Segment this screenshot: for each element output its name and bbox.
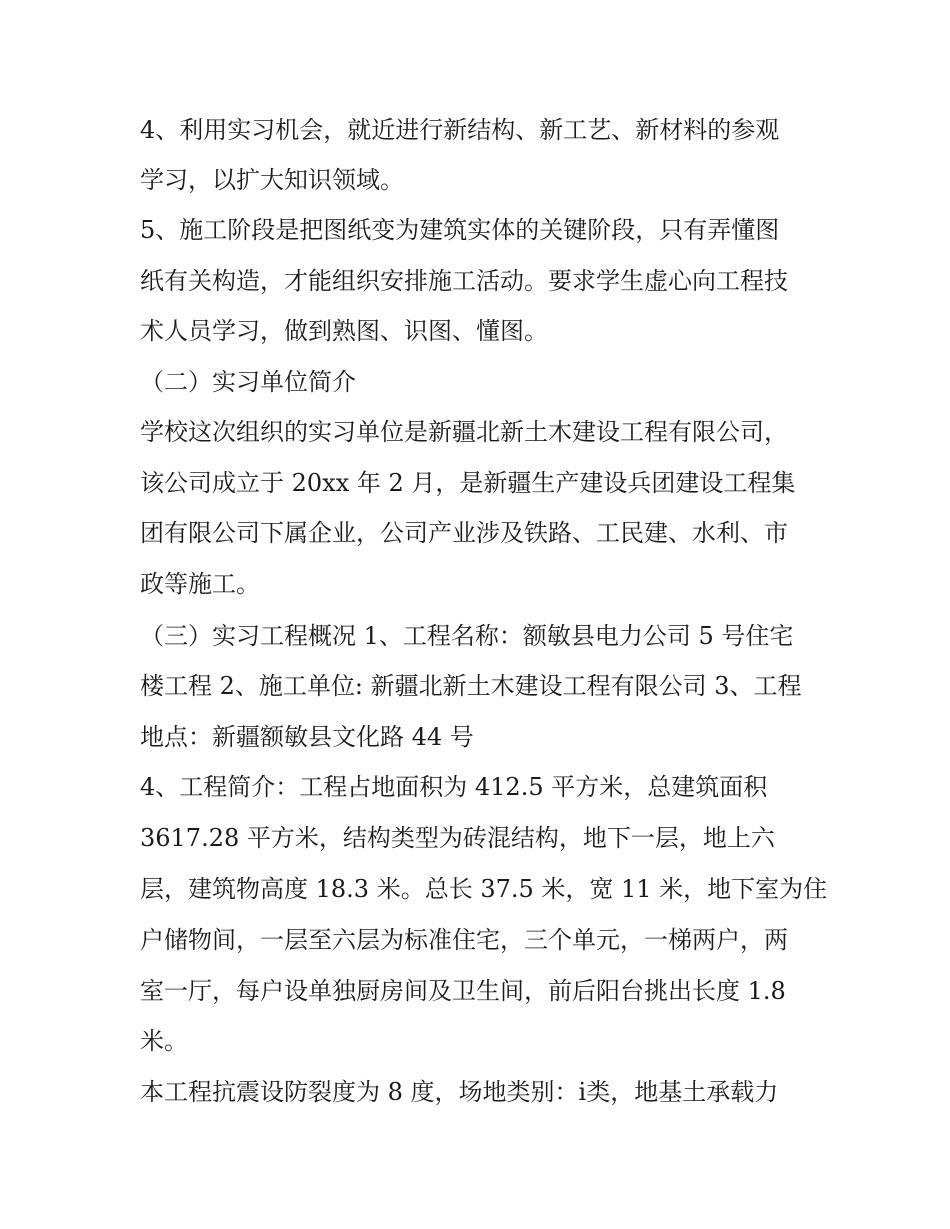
text-line: 团有限公司下属企业，公司产业涉及铁路、工民建、水利、市 xyxy=(140,519,788,547)
text-line: 室一厅，每户设单独厨房间及卫生间，前后阳台挑出长度 1.8 xyxy=(140,977,786,1005)
text-line: 术人员学习，做到熟图、识图、懂图。 xyxy=(140,317,548,345)
text-line: 该公司成立于 20xx 年 2 月，是新疆生产建设兵团建设工程集 xyxy=(140,469,796,497)
text-line: 政等施工。 xyxy=(140,570,260,598)
text-line: 学校这次组织的实习单位是新疆北新土木建设工程有限公司， xyxy=(140,418,788,446)
text-line: 3617.28 平方米，结构类型为砖混结构，地下一层，地上六 xyxy=(140,824,775,852)
text-line: 纸有关构造，才能组织安排施工活动。要求学生虚心向工程技 xyxy=(140,267,788,295)
text-line: 5、施工阶段是把图纸变为建筑实体的关键阶段，只有弄懂图 xyxy=(140,216,780,244)
text-line: 户储物间，一层至六层为标准住宅，三个单元，一梯两户，两 xyxy=(140,926,788,954)
text-line: 米。 xyxy=(140,1027,188,1055)
section-heading: （二）实习单位简介 xyxy=(140,368,356,396)
text-line: 学习，以扩大知识领域。 xyxy=(140,166,404,194)
text-line: 楼工程 2、施工单位: 新疆北新土木建设工程有限公司 3、工程 xyxy=(140,672,802,700)
section-heading: （三）实习工程概况 1、工程名称：额敏县电力公司 5 号住宅 xyxy=(140,622,794,650)
text-line: 本工程抗震设防裂度为 8 度，场地类别：ⅰ类，地基土承载力 xyxy=(140,1078,779,1106)
text-line: 4、利用实习机会，就近进行新结构、新工艺、新材料的参观 xyxy=(140,116,780,144)
text-line: 地点：新疆额敏县文化路 44 号 xyxy=(140,723,474,751)
text-line: 4、工程简介：工程占地面积为 412.5 平方米，总建筑面积 xyxy=(140,773,768,801)
text-line: 层，建筑物高度 18.3 米。总长 37.5 米，宽 11 米，地下室为住 xyxy=(140,875,828,903)
